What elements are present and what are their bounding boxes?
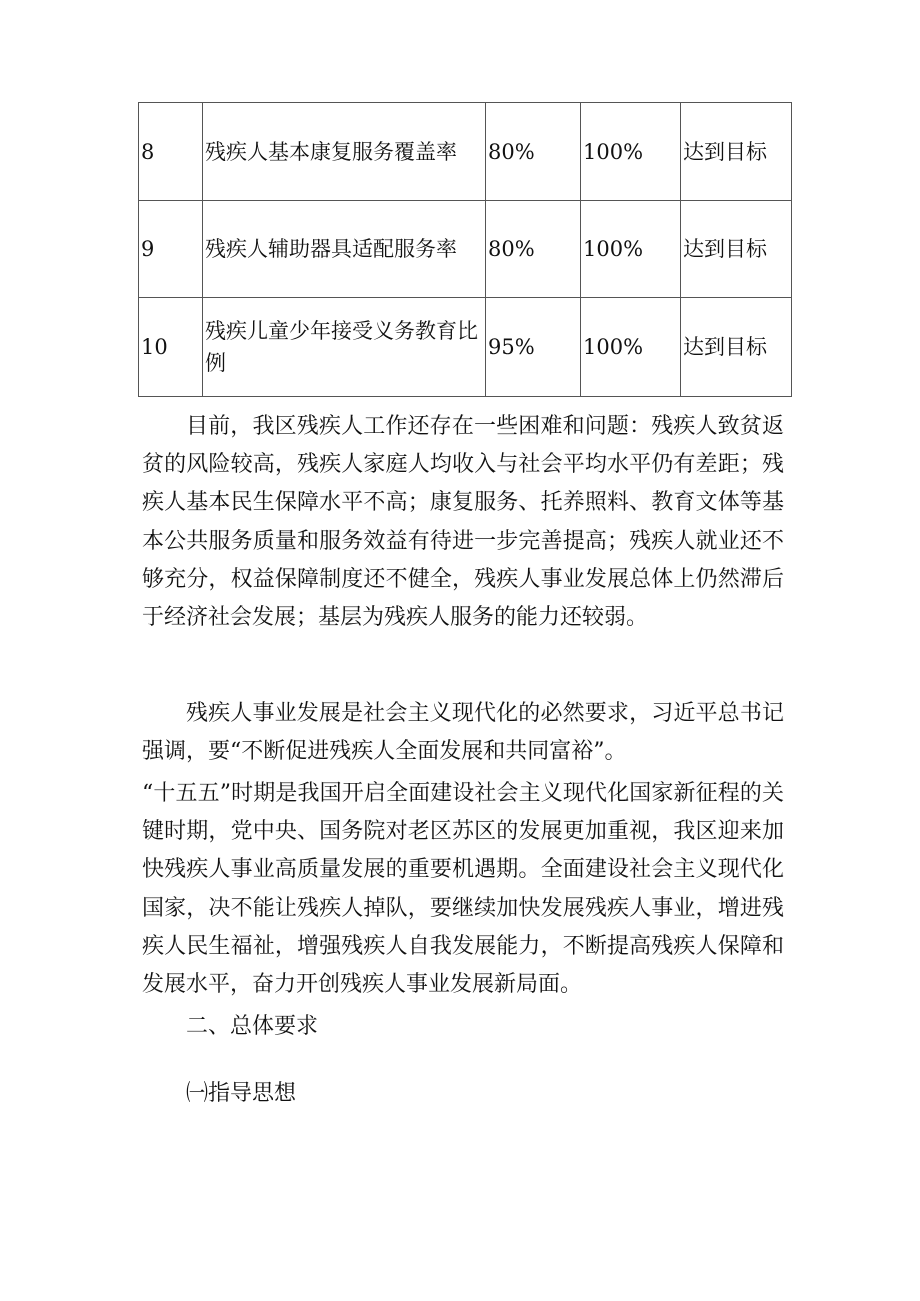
indicator-name: 残疾人基本康复服务覆盖率 bbox=[203, 103, 486, 201]
target-value: 100% bbox=[581, 298, 681, 397]
status-value: 达到目标 bbox=[681, 298, 792, 397]
table-row bbox=[139, 103, 792, 201]
row-number: 9 bbox=[139, 201, 203, 298]
target-value: 100% bbox=[581, 201, 681, 298]
body-paragraph-challenges: 目前，我区残疾人工作还存在一些困难和问题：残疾人致贫返贫的风险较高，残疾人家庭人均收入与社会平均水平仍有差距；残疾人基本民生保障水平不高；康复服务、托养照料、教育文体等基本公共服务质量和服务效益有待进一步完善提高；残疾人就业还不够充分，权益保障制度还不健全，残疾人事业发展总体上仍然滞后于经济社会发展；基层为残疾人服务的能力还较弱。 bbox=[142, 414, 784, 631]
status-value: 达到目标 bbox=[681, 201, 792, 298]
indicator-table bbox=[138, 102, 792, 397]
body-paragraph-opportunity: “十五五”时期是我国开启全面建设社会主义现代化国家新征程的关键时期，党中央、国务院对老区苏区的发展更加重视，我区迎来加快残疾人事业高质量发展的重要机遇期。全面建设社会主义现代化国家，决不能让残疾人掉队，要继续加快发展残疾人事业，增进残疾人民生福祉，增强残疾人自我发展能力，不断提高残疾人保障和发展水平，奋力开创残疾人事业发展新局面。 bbox=[142, 781, 784, 998]
subsection-heading: ㈠指导思想 bbox=[186, 1081, 297, 1106]
table-row bbox=[139, 298, 792, 397]
indicator-name: 残疾人辅助器具适配服务率 bbox=[203, 201, 486, 298]
section-heading: 二、总体要求 bbox=[186, 1014, 319, 1039]
body-paragraph-requirement: 残疾人事业发展是社会主义现代化的必然要求，习近平总书记强调，要“不断促进残疾人全面发展和共同富裕”。 bbox=[142, 701, 784, 765]
target-value: 100% bbox=[581, 103, 681, 201]
row-number: 8 bbox=[139, 103, 203, 201]
row-number: 10 bbox=[139, 298, 203, 397]
baseline-value: 95% bbox=[486, 298, 581, 397]
baseline-value: 80% bbox=[486, 201, 581, 298]
indicator-name: 残疾儿童少年接受义务教育比例 bbox=[203, 298, 486, 397]
status-value: 达到目标 bbox=[681, 103, 792, 201]
table-row bbox=[139, 201, 792, 298]
baseline-value: 80% bbox=[486, 103, 581, 201]
